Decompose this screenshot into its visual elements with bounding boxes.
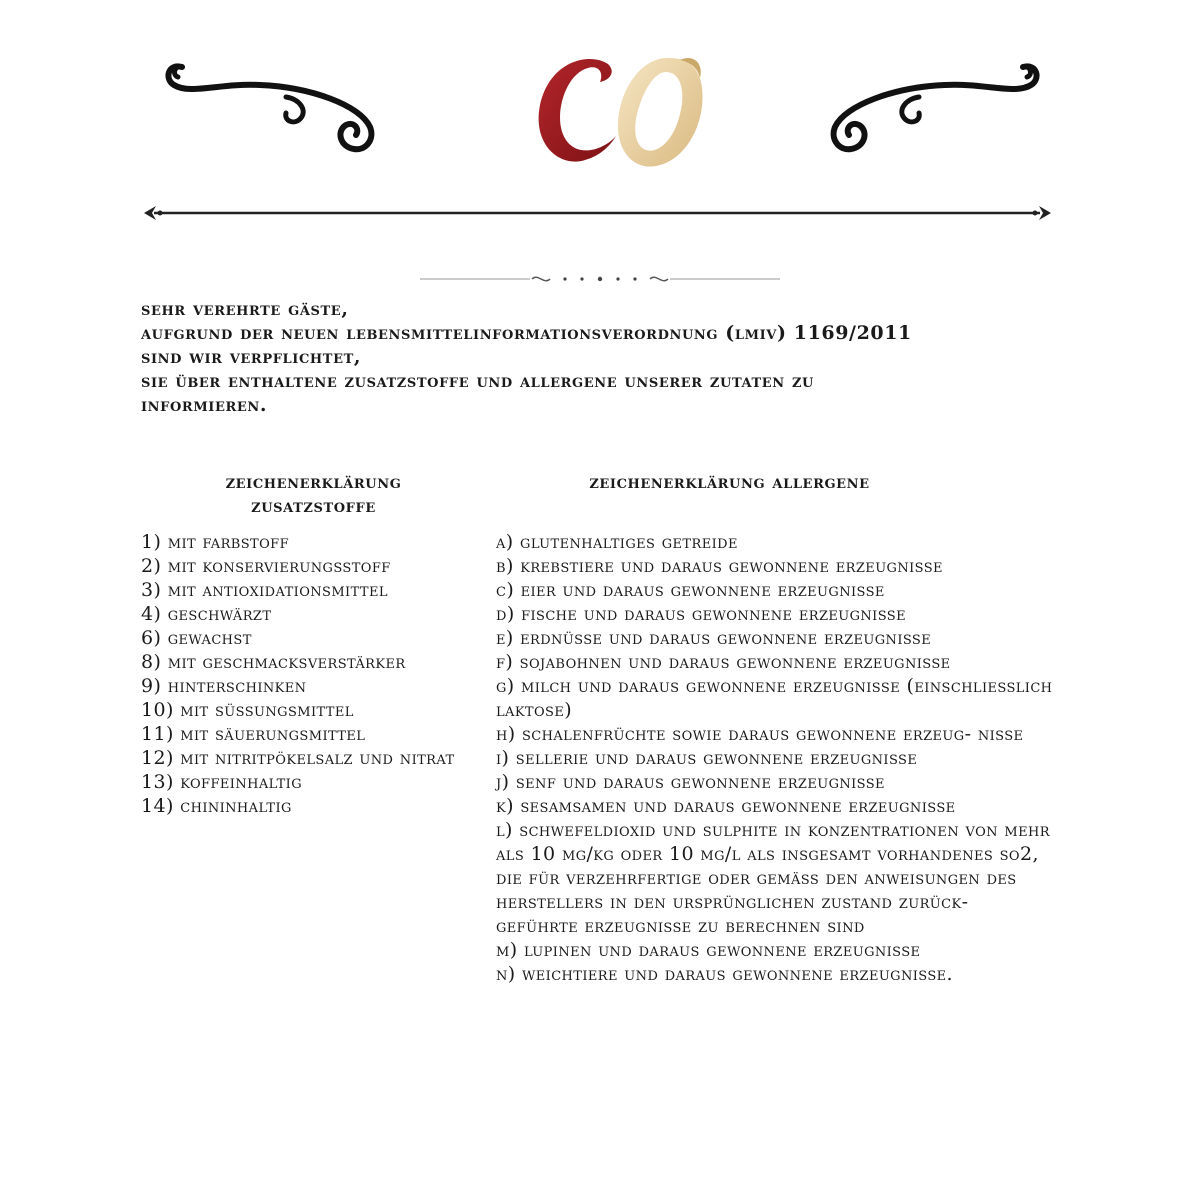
flourish-right-ornament <box>825 55 1045 155</box>
list-item: 3) mit antioxidationsmittel <box>141 579 388 601</box>
list-item: f) sojabohnen und daraus gewonnene erzeugnisse <box>496 651 951 673</box>
list-item: i) sellerie und daraus gewonnene erzeugnisse <box>496 747 918 769</box>
list-item: d) fische und daraus gewonnene erzeugnisse <box>496 603 906 625</box>
list-item: 13) koffeinhaltig <box>141 771 302 793</box>
list-item: b) krebstiere und daraus gewonnene erzeugnisse <box>496 555 943 577</box>
intro-line: informieren. <box>141 394 268 416</box>
additives-list <box>141 530 486 818</box>
list-item: 12) mit nitritpökelsalz und nitrat <box>141 747 455 769</box>
list-item: g) milch und daraus gewonnene erzeugnisse (einschliesslich laktose) <box>496 675 1053 721</box>
list-item: m) lupinen und daraus gewonnene erzeugnisse <box>496 939 921 961</box>
additives-heading-line: zusatzstoffe <box>251 495 376 517</box>
list-item: j) senf und daraus gewonnene erzeugnisse <box>496 771 885 793</box>
additives-heading <box>141 470 486 518</box>
intro-line: sind wir verpflichtet, <box>141 346 362 368</box>
list-item: 1) mit farbstoff <box>141 531 289 553</box>
list-item: l) schwefeldioxid und sulphite in konzentrationen von mehr als 10 mg/kg oder 10 mg/l als insgesamt vorhandenes so2, die für verzehrfertige oder gemäss den anweisungen des herstellers in den ursprünglichen zustand zurück- geführte erzeugnisse zu berechnen sind <box>496 819 1050 937</box>
list-item: h) schalenfrüchte sowie daraus gewonnene erzeug- nisse <box>496 723 1024 745</box>
list-item: e) erdnüsse und daraus gewonnene erzeugnisse <box>496 627 932 649</box>
list-item: c) eier und daraus gewonnene erzeugnisse <box>496 579 885 601</box>
list-item: 6) gewachst <box>141 627 252 649</box>
flourish-left-ornament <box>160 55 380 155</box>
additives-heading-line: zeichenerklärung <box>225 471 402 493</box>
co-monogram-logo <box>530 50 715 175</box>
divider-arrow-rule <box>140 202 1055 224</box>
list-item: 14) chininhaltig <box>141 795 292 817</box>
list-item: 8) mit geschmacksverstärker <box>141 651 406 673</box>
list-item: a) glutenhaltiges getreide <box>496 531 738 553</box>
intro-line: aufgrund der neuen lebensmittelinformationsverordnung (lmiv) 1169/2011 <box>141 322 912 344</box>
list-item: k) sesamsamen und daraus gewonnene erzeugnisse <box>496 795 956 817</box>
allergens-heading: zeichenerklärung allergene <box>589 471 870 493</box>
intro-line: sie über enthaltene zusatzstoffe und allergene unserer zutaten zu <box>141 370 814 392</box>
intro-text <box>141 297 1041 417</box>
list-item: 10) mit süssungsmittel <box>141 699 354 721</box>
list-item: 9) hinterschinken <box>141 675 307 697</box>
divider-dot-ornament <box>420 270 780 288</box>
allergens-list <box>496 530 1056 986</box>
list-item: 11) mit säuerungsmittel <box>141 723 366 745</box>
list-item: 2) mit konservierungsstoff <box>141 555 391 577</box>
intro-line: sehr verehrte gäste, <box>141 298 349 320</box>
list-item: n) weichtiere und daraus gewonnene erzeugnisse. <box>496 963 953 985</box>
list-item: 4) geschwärzt <box>141 603 272 625</box>
